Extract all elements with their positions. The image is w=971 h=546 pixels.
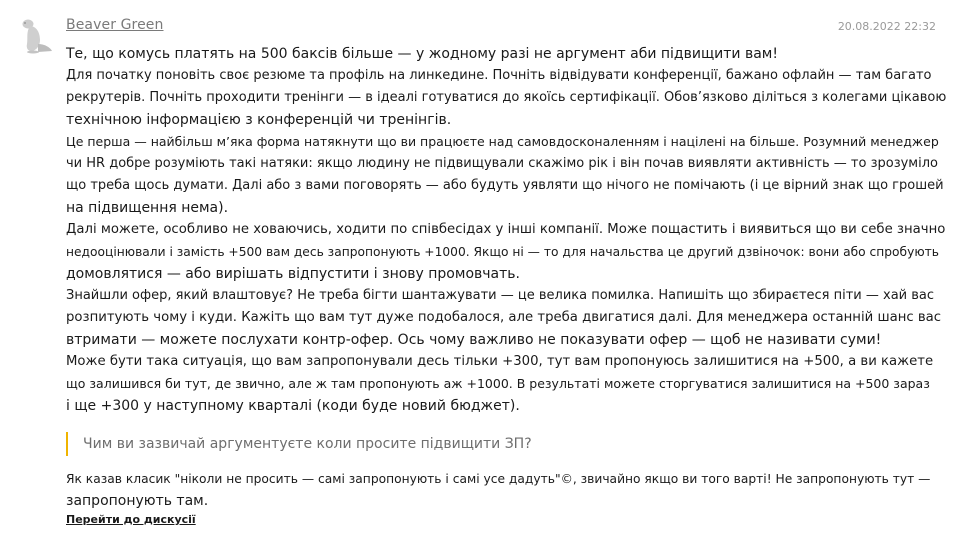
author-name-link[interactable]: Beaver Green xyxy=(66,17,164,33)
body-line: Може бути така ситуація, що вам запропонували десь тільки +300, тут вам пропонуюсь залишитися на +500, а ви кажете xyxy=(66,354,934,369)
body-line: що залишився би тут, де звично, але ж там пропонують аж +1000. В результаті можете сторгуватися залишитися на +500 зараз xyxy=(66,376,930,391)
answer-text xyxy=(66,468,946,512)
beaver-avatar-svg xyxy=(16,14,56,54)
body-line: втримати — можете послухати контр-офер. Ось чому важливо не показувати офер — щоб не називати суми! xyxy=(66,332,882,348)
body-line: недооцінювали і замість +500 вам десь запропонують +1000. Якщо ні — то для начальства це другий дзвіночок: вони або спробують xyxy=(66,245,940,259)
body-line: і ще +300 у наступному кварталі (коди буде новий бюджет). xyxy=(66,398,520,414)
body-line: Те, що комусь платять на 500 баксів більше — у жодному разі не аргумент аби підвищити вам! xyxy=(66,46,778,62)
comment-body xyxy=(66,43,946,417)
answer-line: запропонують там. xyxy=(66,493,209,509)
answer-line: Як казав класик "ніколи не просить — самі запропонують і самі усе дадуть"©, звичайно якщо ви того варті! Не запропонують тут — xyxy=(66,472,931,486)
body-line: Це перша — найбільш м’яка форма натякнути що ви працюєте над самовдосконаленням і націлені на більше. Розумний менеджер xyxy=(66,134,939,149)
body-line: Далі можете, особливо не ховаючись, ходити по співбесідах у інші компанії. Може пощастить і виявиться що ви себе значно xyxy=(66,222,946,237)
quoted-question: Чим ви зазвичай аргументуєте коли просите підвищити ЗП? xyxy=(66,432,532,456)
body-line: чи HR добре розуміють такі натяки: якщо людину не підвищували скажімо рік і він почав виявляти активність — то зрозуміло xyxy=(66,156,938,171)
body-line: Знайшли офер, який влаштовує? Не треба бігти шантажувати — це велика помилка. Напишіть що збираєтеся піти — хай вас xyxy=(66,288,935,303)
body-line: що треба щось думати. Далі або з вами поговорять — або будуть уявляти що нічого не помічають (і це вірний знак що грошей xyxy=(66,178,944,193)
body-line: розпитують чому і куди. Кажіть що вам тут дуже подобалося, але треба двигатися далі. Для менеджера останній шанс вас xyxy=(66,310,942,325)
body-line: домовлятися — або вирішать відпустити і знову промовчать. xyxy=(66,266,520,282)
body-line: технічною інформацією з конференцій чи тренінгів. xyxy=(66,112,452,128)
body-line: на підвищення нема). xyxy=(66,200,229,216)
body-line: рекрутерів. Почніть проходити тренінги — в ідеалі готуватися до якоїсь сертифікації. Обов’язково діліться з колегами цікавою xyxy=(66,90,947,105)
beaver-avatar-icon[interactable] xyxy=(16,14,56,54)
comment-timestamp: 20.08.2022 22:32 xyxy=(837,20,936,33)
body-line: Для початку поновіть своє резюме та профіль на линкедине. Почніть відвідувати конференції, бажано офлайн — там багато xyxy=(66,68,932,83)
go-to-discussion-link[interactable]: Перейти до дискусії xyxy=(66,513,196,526)
